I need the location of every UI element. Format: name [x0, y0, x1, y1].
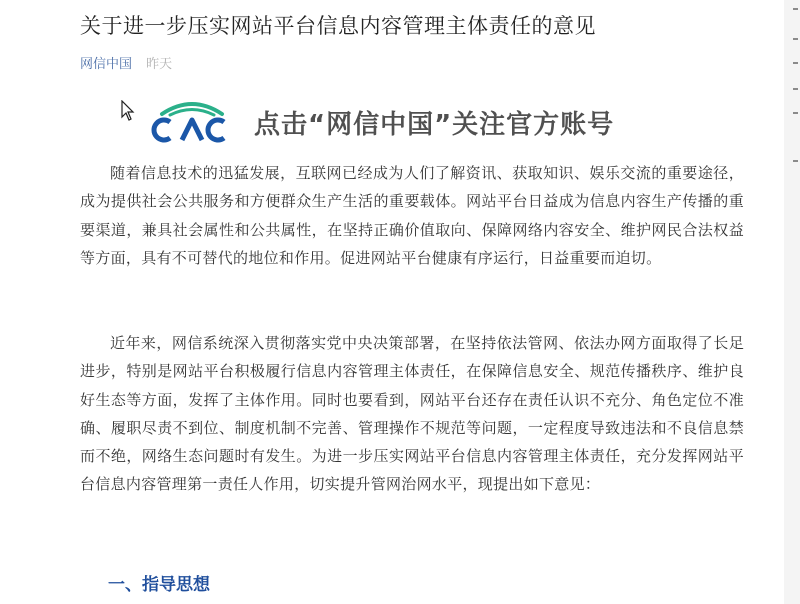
article-title: 关于进一步压实网站平台信息内容管理主体责任的意见 — [80, 14, 596, 38]
scroll-tick — [793, 62, 798, 64]
cac-logo — [144, 100, 240, 144]
scroll-tick — [793, 8, 798, 10]
paragraph-2: 近年来，网信系统深入贯彻落实党中央决策部署，在坚持依法管网、依法办网方面取得了长足进步，特别是网站平台积极履行信息内容管理主体责任，在保障信息安全、规范传播秩序、维护良好生态等方面，发挥了主体作用。同时也要看到，网站平台还存在责任认识不充分、角色定位不准确、履职尽责不到位、制度机制不完善、管理操作不规范等问题，一定程度导致违法和不良信息禁而不绝，网络生态问题时有发生。为进一步压实网站平台信息内容管理主体责任，充分发挥网站平台信息内容管理第一责任人作用，切实提升管网治网水平，现提出如下意见： — [80, 334, 744, 494]
paragraph-1: 随着信息技术的迅猛发展，互联网已经成为人们了解资讯、获取知识、娱乐交流的重要途径，成为提供社会公共服务和方便群众生产生活的重要载体。网站平台日益成为信息内容生产传播的重要渠道，兼具社会属性和公共属性，在坚持正确价值取向、保障网络内容安全、维护网民合法权益等方面，具有不可替代的地位和作用。促进网站平台健康有序运行，日益重要而迫切。 — [80, 164, 744, 267]
section-heading: 一、指导思想 — [108, 575, 210, 595]
scroll-tick — [793, 88, 798, 90]
scroll-tick — [793, 160, 798, 162]
follow-banner[interactable] — [112, 92, 692, 150]
source-link[interactable]: 网信中国 — [80, 57, 133, 72]
publish-time: 昨天 — [146, 57, 173, 72]
banner-text: 点击“网信中国”关注官方账号 — [254, 110, 615, 140]
scrollbar[interactable] — [784, 0, 800, 604]
mouse-cursor-icon — [120, 100, 136, 122]
scroll-tick — [793, 38, 798, 40]
article-meta — [80, 53, 172, 72]
scroll-tick — [793, 112, 798, 114]
